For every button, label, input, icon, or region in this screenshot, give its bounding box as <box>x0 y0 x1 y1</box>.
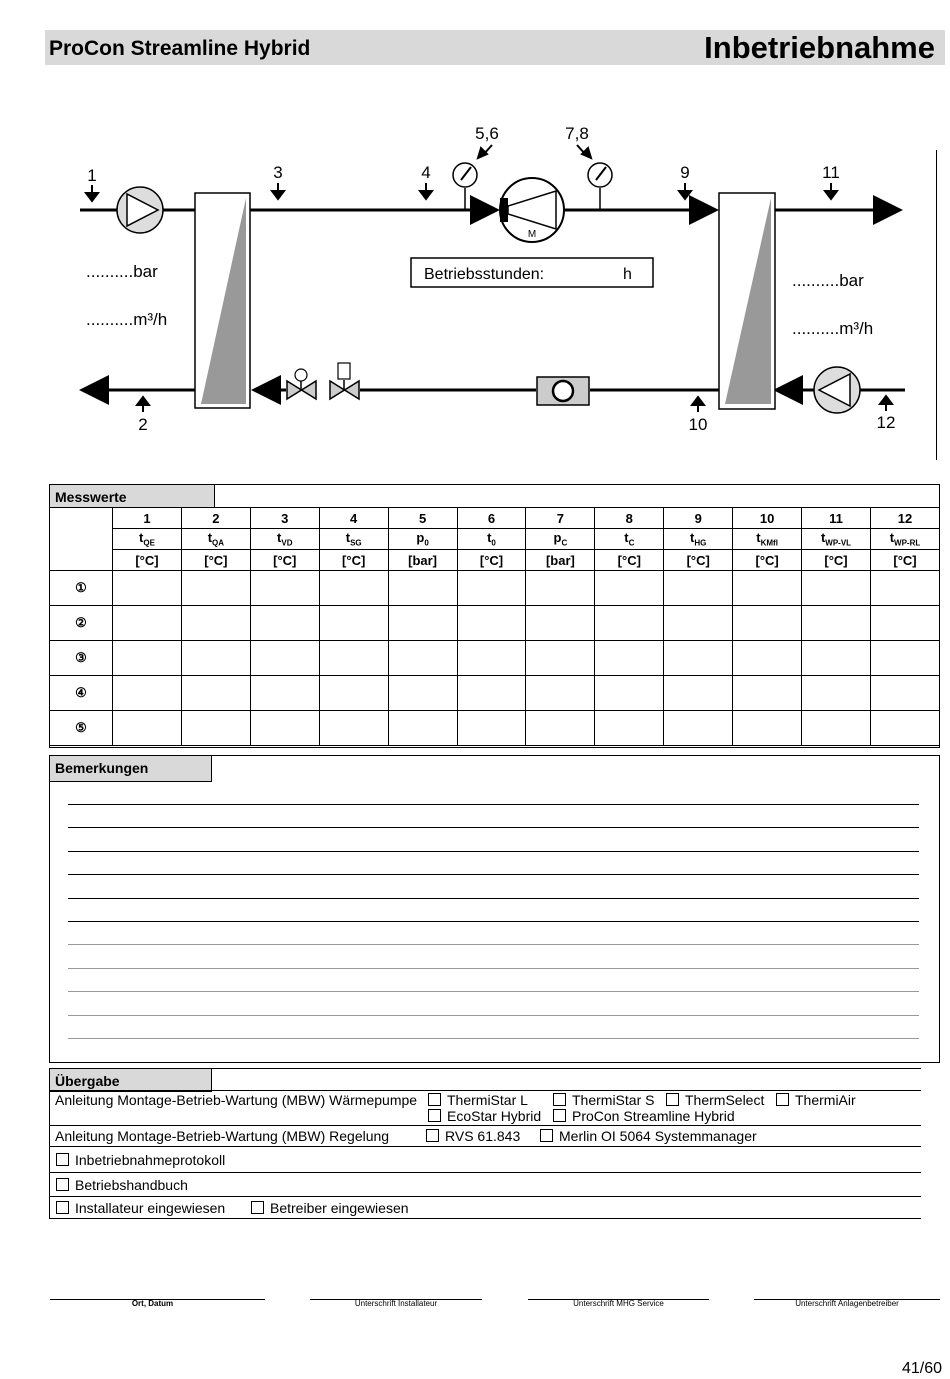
measurement-cell[interactable] <box>319 676 388 711</box>
svg-text:3: 3 <box>273 163 283 182</box>
column-number: 11 <box>802 508 871 529</box>
remark-line[interactable] <box>68 921 919 922</box>
measurement-cell[interactable] <box>870 676 939 711</box>
column-unit: [°C] <box>457 550 526 571</box>
measurement-cell[interactable] <box>113 641 182 676</box>
sig-date-label: Ort, Datum <box>131 1299 174 1308</box>
measurement-cell[interactable] <box>388 711 457 746</box>
column-symbol: $t_{QA}$ <box>181 529 250 550</box>
measurement-cell[interactable] <box>113 606 182 641</box>
checkbox[interactable] <box>428 1093 441 1106</box>
left-pressure-field: ..........bar <box>86 262 158 281</box>
column-symbol: $t_{KMfl}$ <box>733 529 802 550</box>
measurement-cell[interactable] <box>526 571 595 606</box>
svg-text:11: 11 <box>822 163 840 182</box>
column-symbol: $t_{SG}$ <box>319 529 388 550</box>
column-symbol: $t_{WP-VL}$ <box>802 529 871 550</box>
measurement-cell[interactable] <box>802 571 871 606</box>
measurement-cell[interactable] <box>113 571 182 606</box>
measurement-cell[interactable] <box>802 606 871 641</box>
measurement-cell[interactable] <box>388 571 457 606</box>
column-unit: [bar] <box>388 550 457 571</box>
hours-label: Betriebsstunden: <box>424 266 545 283</box>
svg-text:4: 4 <box>421 163 431 182</box>
measurement-cell[interactable] <box>802 676 871 711</box>
measurement-row-label: ④ <box>50 676 113 711</box>
right-flow-field: ..........m³/h <box>792 319 874 338</box>
right-pressure-field: ..........bar <box>792 271 864 290</box>
remark-line[interactable] <box>68 944 919 945</box>
option-procon-streamline[interactable]: ProCon Streamline Hybrid <box>553 1108 735 1124</box>
page-number: 41/60 <box>901 1360 942 1377</box>
column-symbol: $t_{HG}$ <box>664 529 733 550</box>
measurement-cell[interactable] <box>733 641 802 676</box>
column-number: 6 <box>457 508 526 529</box>
column-unit: [°C] <box>113 550 182 571</box>
measurement-cell[interactable] <box>870 711 939 746</box>
sig-operator-label: Unterschrift Anlagenbetreiber <box>795 1299 899 1308</box>
hours-unit: h <box>623 266 632 283</box>
remark-line[interactable] <box>68 1038 919 1039</box>
measurement-cell[interactable] <box>526 711 595 746</box>
measurement-cell[interactable] <box>181 606 250 641</box>
measurement-cell[interactable] <box>457 711 526 746</box>
measurement-cell[interactable] <box>250 606 319 641</box>
measurement-cell[interactable] <box>595 571 664 606</box>
measurement-cell[interactable] <box>595 676 664 711</box>
check-betreiber[interactable]: Betreiber eingewiesen <box>251 1200 409 1216</box>
measurement-cell[interactable] <box>664 676 733 711</box>
column-unit: [bar] <box>526 550 595 571</box>
svg-text:2: 2 <box>138 415 148 434</box>
remark-line[interactable] <box>68 827 919 828</box>
measurement-cell[interactable] <box>250 641 319 676</box>
messwerte-title: Messwerte <box>50 485 215 508</box>
remark-line[interactable] <box>68 874 919 875</box>
measurement-cell[interactable] <box>733 676 802 711</box>
column-symbol: $p_0$ <box>388 529 457 550</box>
bemerkungen-title: Bemerkungen <box>50 756 212 782</box>
checkbox[interactable] <box>553 1109 566 1122</box>
checkbox[interactable] <box>553 1093 566 1106</box>
svg-text:12: 12 <box>876 413 896 432</box>
column-unit: [°C] <box>319 550 388 571</box>
measurement-cell[interactable] <box>802 641 871 676</box>
remark-line[interactable] <box>68 991 919 992</box>
margin-rule <box>936 150 937 460</box>
measurement-cell[interactable] <box>388 676 457 711</box>
measurement-cell[interactable] <box>319 571 388 606</box>
svg-text:10: 10 <box>688 415 708 434</box>
measurement-cell[interactable] <box>388 641 457 676</box>
measurement-cell[interactable] <box>870 641 939 676</box>
measurement-cell[interactable] <box>388 606 457 641</box>
remark-line[interactable] <box>68 804 919 805</box>
measurement-cell[interactable] <box>457 606 526 641</box>
column-symbol: $t_{VD}$ <box>250 529 319 550</box>
column-symbol: $p_C$ <box>526 529 595 550</box>
section-title: Inbetriebnahme <box>704 30 935 65</box>
bemerkungen-box <box>49 755 940 1063</box>
svg-text:9: 9 <box>680 163 690 182</box>
measurement-cell[interactable] <box>595 641 664 676</box>
measurement-cell[interactable] <box>526 606 595 641</box>
mbw-heatpump-label: Anleitung Montage-Betrieb-Wartung (MBW) Wärmepumpe <box>55 1092 418 1108</box>
column-symbol: $t_{WP-RL}$ <box>870 529 939 550</box>
column-symbol: $t_C$ <box>595 529 664 550</box>
column-unit: [°C] <box>870 550 939 571</box>
column-number: 5 <box>388 508 457 529</box>
measurement-cell[interactable] <box>250 676 319 711</box>
svg-text:5,6: 5,6 <box>475 124 499 143</box>
measurement-cell[interactable] <box>250 711 319 746</box>
column-unit: [°C] <box>802 550 871 571</box>
svg-text:7,8: 7,8 <box>565 124 589 143</box>
measurement-cell[interactable] <box>664 711 733 746</box>
column-number: 9 <box>664 508 733 529</box>
svg-text:1: 1 <box>87 166 97 185</box>
column-unit: [°C] <box>181 550 250 571</box>
option-rvs[interactable]: RVS 61.843 <box>426 1128 520 1144</box>
checkbox[interactable] <box>666 1093 679 1106</box>
column-unit: [°C] <box>595 550 664 571</box>
measurement-cell[interactable] <box>664 571 733 606</box>
column-symbol: $t_0$ <box>457 529 526 550</box>
column-unit: [°C] <box>250 550 319 571</box>
product-title: ProCon Streamline Hybrid <box>49 37 311 60</box>
measurement-cell[interactable] <box>733 711 802 746</box>
uebergabe-title: Übergabe <box>50 1069 212 1092</box>
measurement-cell[interactable] <box>802 711 871 746</box>
measurement-cell[interactable] <box>181 711 250 746</box>
column-number: 1 <box>113 508 182 529</box>
measurement-row-label: ③ <box>50 641 113 676</box>
measurement-cell[interactable] <box>250 571 319 606</box>
measurement-cell[interactable] <box>733 571 802 606</box>
column-number: 3 <box>250 508 319 529</box>
measurement-cell[interactable] <box>181 571 250 606</box>
motor-label: M <box>527 229 537 240</box>
option-merlin[interactable]: Merlin OI 5064 Systemmanager <box>540 1128 757 1144</box>
sig-installer-label: Unterschrift Installateur <box>354 1299 438 1308</box>
checkbox[interactable] <box>56 1178 69 1191</box>
measurement-cell[interactable] <box>457 641 526 676</box>
measurement-cell[interactable] <box>113 711 182 746</box>
measurement-cell[interactable] <box>526 676 595 711</box>
measurement-cell[interactable] <box>319 711 388 746</box>
checkbox[interactable] <box>776 1093 789 1106</box>
measurement-cell[interactable] <box>457 676 526 711</box>
option-thermiair[interactable]: ThermiAir <box>776 1092 856 1108</box>
option-ecostar-hybrid[interactable]: EcoStar Hybrid <box>428 1108 541 1124</box>
system-diagram <box>0 90 950 470</box>
check-inbetriebnahmeprotokoll[interactable]: Inbetriebnahmeprotokoll <box>56 1152 225 1168</box>
measurement-cell[interactable] <box>595 606 664 641</box>
column-unit: [°C] <box>664 550 733 571</box>
measurement-row-label: ② <box>50 606 113 641</box>
measurement-cell[interactable] <box>870 571 939 606</box>
left-flow-field: ..........m³/h <box>86 310 168 329</box>
option-thermistar-s[interactable]: ThermiStar S <box>553 1092 654 1108</box>
column-number: 7 <box>526 508 595 529</box>
measurement-cell[interactable] <box>526 641 595 676</box>
measurement-cell[interactable] <box>319 641 388 676</box>
option-thermistar-l[interactable]: ThermiStar L <box>428 1092 528 1108</box>
checkbox[interactable] <box>56 1153 69 1166</box>
remark-line[interactable] <box>68 898 919 899</box>
mbw-control-label: Anleitung Montage-Betrieb-Wartung (MBW) Regelung <box>55 1128 390 1144</box>
sig-service-label: Unterschrift MHG Service <box>573 1299 664 1308</box>
column-symbol: $t_{QE}$ <box>113 529 182 550</box>
measurement-cell[interactable] <box>870 606 939 641</box>
column-number: 10 <box>733 508 802 529</box>
measurement-cell[interactable] <box>595 711 664 746</box>
measurement-cell[interactable] <box>664 641 733 676</box>
check-betriebshandbuch[interactable]: Betriebshandbuch <box>56 1177 188 1193</box>
measurement-cell[interactable] <box>319 606 388 641</box>
column-number: 8 <box>595 508 664 529</box>
checkbox[interactable] <box>56 1201 69 1214</box>
remark-line[interactable] <box>68 1015 919 1016</box>
checkbox[interactable] <box>428 1109 441 1122</box>
measurement-cell[interactable] <box>113 676 182 711</box>
column-number: 2 <box>181 508 250 529</box>
checkbox[interactable] <box>540 1129 553 1142</box>
checkbox[interactable] <box>251 1201 264 1214</box>
remark-line[interactable] <box>68 968 919 969</box>
remark-line[interactable] <box>68 851 919 852</box>
measurement-row-label: ⑤ <box>50 711 113 746</box>
measurement-cell[interactable] <box>664 606 733 641</box>
measurement-cell[interactable] <box>457 571 526 606</box>
page-header <box>45 30 945 65</box>
option-thermselect[interactable]: ThermSelect <box>666 1092 764 1108</box>
measurement-row-label: ① <box>50 571 113 606</box>
measurement-cell[interactable] <box>181 676 250 711</box>
measurement-cell[interactable] <box>181 641 250 676</box>
column-number: 12 <box>870 508 939 529</box>
check-installateur[interactable]: Installateur eingewiesen <box>56 1200 225 1216</box>
column-number: 4 <box>319 508 388 529</box>
corner-cell <box>50 508 113 571</box>
column-unit: [°C] <box>733 550 802 571</box>
measurement-cell[interactable] <box>733 606 802 641</box>
messwerte-table <box>49 507 940 746</box>
checkbox[interactable] <box>426 1129 439 1142</box>
